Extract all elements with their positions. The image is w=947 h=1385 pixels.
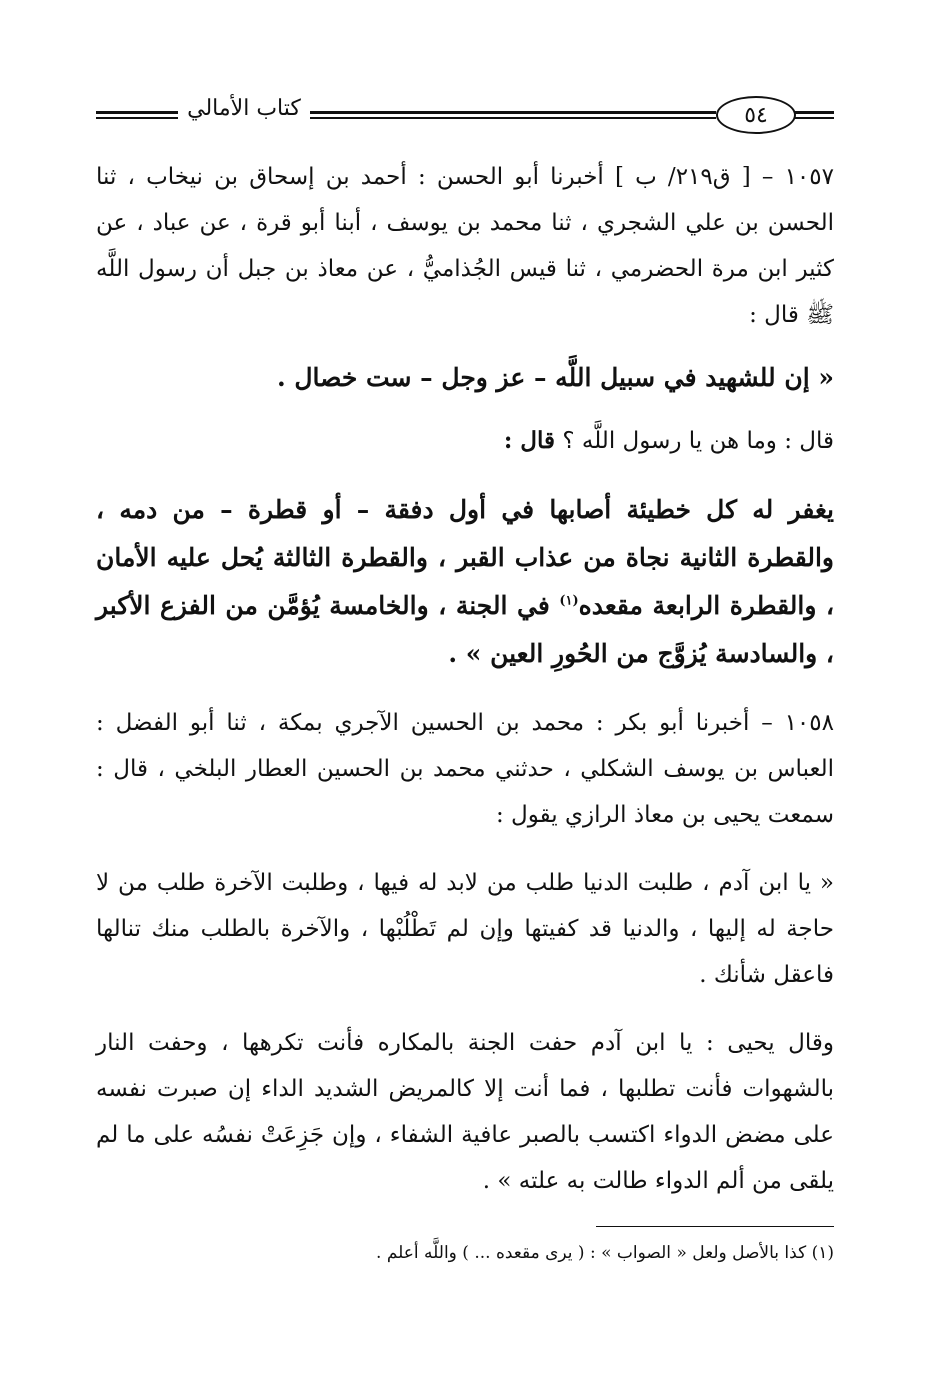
- book-page: [96, 84, 834, 1304]
- header-rule-left: [96, 111, 178, 119]
- question-answer-lead: قال :: [503, 427, 556, 454]
- hadith-1057-text-opening: « إن للشهيد في سبيل اللَّه – عز وجل – ست خصال .: [276, 363, 834, 392]
- hadith-1058-quote: « يا ابن آدم ، طلبت الدنيا طلب من لابد له فيها ، وطلبت الآخرة طلب من لا حاجة له إليها ، والدنيا قد كفيتها وإن لم تَطْلُبْها ، والآخرة بالطلب منك تنالها فاعقل شأنك .: [96, 870, 834, 988]
- running-title: كتاب الأمالي: [187, 96, 301, 121]
- hadith-1057-text-body: [96, 486, 834, 678]
- hadith-1057-question: [96, 418, 834, 464]
- main-text: [96, 154, 834, 1204]
- hadith-1057-chain: ١٠٥٧ – [ ق٢١٩/ ب ] أخبرنا أبو الحسن : أحمد بن إسحاق بن نيخاب ، ثنا الحسن بن علي الشجري ، ثنا محمد بن يوسف ، أبنا أبو قرة ، عن عباد ، عن كثير ابن مرة الحضرمي ، ثنا قيس الجُذاميُّ ، عن معاذ بن جبل أن رسول اللَّه ﷺ قال :: [96, 164, 834, 328]
- footnote-1: (١) كذا بالأصل ولعل « الصواب » : ( يرى مقعده ... ) واللَّه أعلم .: [376, 1243, 834, 1263]
- hadith-1058-continuation: وقال يحيى : يا ابن آدم حفت الجنة بالمكاره فأنت تكرهها ، وحفت النار بالشهوات فأنت تطلبها ، فما أنت إلا كالمريض الشديد الداء إن صبرت نفسه على مضض الدواء اكتسب بالصبر عافية الشفاء ، وإن جَزِعَتْ نفسُه على ما لم يلقى من ألم الدواء طالت به علته » .: [96, 1030, 834, 1194]
- hadith-1058-chain: ١٠٥٨ – أخبرنا أبو بكر : محمد بن الحسين الآجري بمكة ، ثنا أبو الفضل : العباس بن يوسف الشكلي ، حدثني محمد بن الحسين العطار البلخي ، قال : سمعت يحيى بن معاذ الرازي يقول :: [96, 710, 834, 828]
- footnote-separator: [596, 1226, 834, 1227]
- page-number-badge: [716, 96, 796, 134]
- page-number: ٥٤: [744, 102, 768, 128]
- footnote-reference: (١): [559, 593, 579, 609]
- question-text: قال : وما هن يا رسول اللَّه ؟: [555, 428, 834, 454]
- header-rule-right: [794, 111, 834, 119]
- hadith-text-part-b: في الجنة ، والخامسة يُؤمَّن من الفزع الأكبر ، والسادسة يُزوَّج من الحُورِ العين » .: [96, 591, 834, 668]
- page-header: [96, 84, 834, 146]
- hadith-text-part-a: يغفر له كل خطيئة أصابها في أول دفقة – أو قطرة – من دمه ، والقطرة الثانية نجاة من عذاب القبر ، والقطرة الثالثة يُحل عليه الأمان ، والقطرة الرابعة مقعده: [96, 495, 835, 620]
- header-rule-middle: [310, 111, 716, 119]
